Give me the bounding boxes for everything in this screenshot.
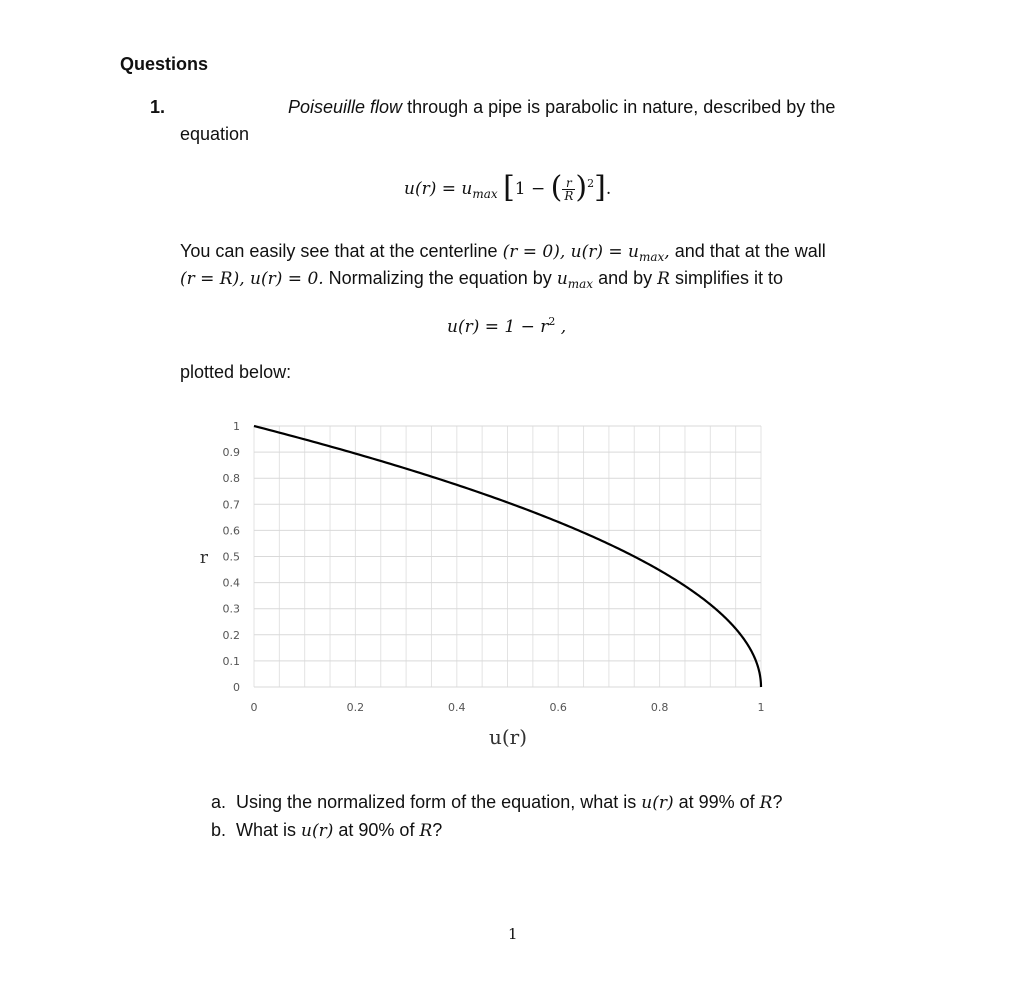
eq1-period: . — [605, 179, 612, 199]
y-tick-label: 0.9 — [222, 446, 240, 460]
x-tick-label: 0 — [250, 701, 258, 714]
y-tick-label: 0 — [233, 681, 240, 694]
intro-italic: Poiseuille flow — [288, 97, 403, 117]
flow-profile-chart — [190, 410, 790, 755]
para1-m4: R — [657, 269, 670, 289]
x-axis-label: u(r) — [488, 725, 528, 749]
x-tick-label: 0.2 — [346, 701, 365, 714]
sub-a-letter: a. — [211, 792, 227, 812]
para1-m1-sub: max — [638, 250, 665, 264]
eq1-sub: max — [472, 187, 498, 201]
sub-a-t3: ? — [772, 792, 783, 812]
y-tick-label: 0.3 — [222, 602, 240, 616]
sub-a-m2: R — [759, 793, 773, 813]
sub-b-m2: R — [419, 821, 433, 841]
sub-a-m1: u(r) — [641, 793, 674, 813]
sub-question-a — [211, 792, 782, 813]
eq1-open-bracket: [ — [503, 170, 515, 205]
x-tick-label: 0.6 — [549, 701, 567, 714]
x-tick-label: 1 — [757, 701, 765, 714]
para1-t5: simplifies it to — [669, 268, 783, 288]
para1-t4: and by — [593, 268, 658, 288]
sub-question-b — [211, 820, 442, 841]
y-tick-label: 0.1 — [222, 654, 240, 668]
para1-line2 — [180, 268, 783, 291]
section-heading: Questions — [120, 54, 209, 74]
para1-m1-tail: , — [664, 242, 670, 262]
y-tick-label: 1 — [233, 420, 240, 433]
para1-m3-sub: max — [567, 277, 594, 291]
para1-m2: (r = R), u(r) = 0. — [180, 269, 324, 289]
sub-b-t3: ? — [432, 820, 443, 840]
y-tick-label: 0.7 — [222, 498, 240, 512]
x-tick-label: 0.4 — [448, 701, 466, 714]
eq2-power: 2 — [548, 315, 556, 328]
y-tick-label: 0.4 — [222, 576, 240, 590]
sub-a-t1: Using the normalized form of the equation, what is — [236, 792, 642, 812]
eq2-tail: , — [555, 317, 567, 337]
chart-grid — [254, 426, 761, 687]
para1-t2: and that at the wall — [669, 241, 826, 261]
x-tick-label: 0.8 — [650, 701, 669, 714]
y-tick-label: 0.5 — [222, 550, 240, 564]
para1-m1: (r = 0), u(r) = u — [502, 242, 639, 262]
eq1-lhs: u(r) = u — [404, 179, 473, 199]
para1-t1: You can easily see that at the centerline — [180, 241, 503, 261]
eq1-one-minus: 1 − — [514, 179, 546, 199]
eq1-close-bracket: ] — [594, 170, 606, 205]
sub-a-t2: at 99% of — [673, 792, 760, 812]
page-number: 1 — [508, 925, 518, 943]
eq1-close-paren: ) — [575, 170, 588, 205]
plotted-below: plotted below: — [180, 362, 292, 382]
eq1-frac-den: R — [564, 189, 574, 203]
y-tick-label: 0.8 — [222, 472, 240, 486]
x-tick-labels — [251, 701, 765, 714]
y-tick-label: 0.2 — [222, 628, 240, 642]
eq1-fraction — [562, 177, 575, 202]
eq2-text: u(r) = 1 − r — [447, 317, 549, 337]
intro-rest: through a pipe is parabolic in nature, described by the — [402, 97, 836, 117]
question-number: 1. — [150, 97, 166, 117]
y-tick-labels — [223, 420, 241, 694]
para1-line1 — [180, 241, 826, 264]
sub-b-t2: at 90% of — [333, 820, 420, 840]
y-axis-label: r — [199, 548, 209, 568]
eq1-open-paren: ( — [550, 170, 563, 205]
y-tick-label: 0.6 — [222, 524, 240, 538]
intro-line2: equation — [180, 124, 250, 144]
sub-b-letter: b. — [211, 820, 227, 840]
eq1-power: 2 — [587, 177, 595, 190]
sub-b-t1: What is — [236, 820, 302, 840]
equation-full — [404, 170, 611, 205]
para1-m3: u — [556, 269, 568, 289]
equation-normalized — [447, 315, 566, 337]
question-intro — [288, 97, 835, 118]
para1-t3: Normalizing the equation by — [323, 268, 557, 288]
sub-b-m1: u(r) — [301, 821, 334, 841]
eq1-frac-num: r — [562, 177, 575, 190]
